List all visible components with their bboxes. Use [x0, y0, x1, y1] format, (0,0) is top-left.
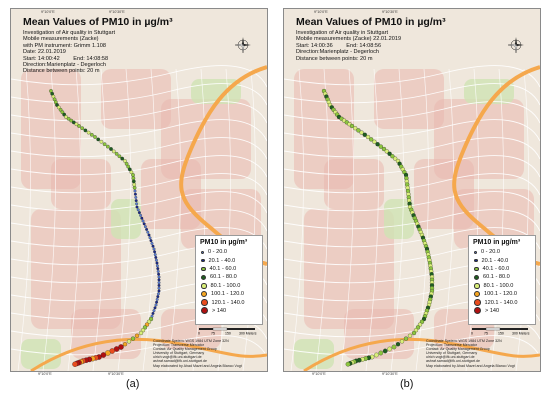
compass-rose-icon	[235, 37, 251, 53]
map-title: Mean Values of PM10 in µg/m³	[23, 16, 173, 28]
meta-line: Date: 22.01.2019	[23, 49, 66, 56]
scale-label: 150	[498, 331, 504, 335]
scale-label: 300 Meters	[239, 331, 257, 335]
scale-bar	[197, 327, 259, 335]
map-metadata	[296, 30, 401, 62]
legend-label: 40.1 - 60.0	[209, 265, 237, 272]
legend-label: 100.1 - 120.0	[484, 291, 517, 298]
legend-item	[469, 248, 535, 256]
legend-label: 0 - 20.0	[208, 249, 227, 256]
legend-swatch	[201, 251, 204, 254]
meta-line: Mobile measurements (Zacke) 22.01.2019	[296, 36, 402, 43]
meta-line: with PM instrument: Grimm 1.108	[23, 42, 106, 49]
scale-label: 150	[225, 331, 231, 335]
legend-item	[196, 273, 262, 281]
legend-item	[469, 282, 535, 290]
legend-item	[196, 256, 262, 264]
map-panel-a	[10, 8, 268, 372]
legend-swatch	[474, 275, 479, 280]
meta-line: Mobile measurements (Zacke)	[23, 36, 99, 43]
grid-label-top-left: 9°10'0"E	[41, 10, 55, 14]
credit-line: Contact: Air Quality Management Group	[153, 347, 217, 352]
credit-line: Map elaborated by Ahad Mazel and Angela Blanco Vogt	[426, 363, 515, 368]
legend-swatch	[201, 307, 208, 314]
map-metadata	[23, 30, 115, 75]
credit-line: Map elaborated by Ahad Mazel and Angela Blanco Vogt	[153, 363, 242, 368]
legend-label: 20.1 - 40.0	[208, 257, 236, 264]
scale-label: 75	[211, 331, 215, 335]
legend-title: PM10 in µg/m³	[473, 239, 521, 246]
end-time: End: 14:08:56	[346, 42, 382, 49]
map-panel-b	[283, 8, 541, 372]
map-title: Mean Values of PM10 in µg/m³	[296, 16, 446, 28]
credit-line: ulrich.vogt@ifk.uni-stuttgart.de	[426, 355, 475, 360]
point-distance: Distance between points: 20 m	[296, 55, 373, 62]
credit-line: ashraf.samad@ifk.uni-stuttgart.de	[426, 359, 480, 364]
legend-label: 100.1 - 120.0	[211, 291, 244, 298]
scale-label: 300 Meters	[512, 331, 530, 335]
legend-label: 40.1 - 60.0	[482, 265, 510, 272]
direction: Direction:Marienplatz - Degerloch	[296, 49, 380, 56]
credit-line: Projection: Transverse Mercator	[426, 343, 477, 348]
legend-label: 60.1 - 80.0	[483, 274, 510, 281]
legend-title: PM10 in µg/m³	[200, 239, 248, 246]
grid-label-top-left: 9°10'0"E	[314, 10, 328, 14]
legend-item	[196, 290, 262, 298]
grid-label-bottom-left: 9°10'0"E	[38, 372, 52, 376]
map-credits	[153, 339, 265, 368]
legend-swatch	[201, 275, 206, 280]
legend-item	[196, 282, 262, 290]
grid-label-bottom-left: 9°10'0"E	[312, 372, 326, 376]
credit-line: ashraf.samad@ifk.uni-stuttgart.de	[153, 359, 207, 364]
grid-label-bottom-right: 9°10'30"E	[382, 372, 398, 376]
scale-label: 0	[471, 331, 473, 335]
legend-item	[196, 298, 262, 306]
legend-label: 80.1 - 100.0	[483, 282, 514, 289]
legend-swatch	[474, 283, 480, 289]
legend-rows	[196, 248, 262, 315]
grid-label-top-right: 9°10'30"E	[382, 10, 398, 14]
credit-line: Contact: Air Quality Management Group	[426, 347, 490, 352]
legend-label: 80.1 - 100.0	[210, 282, 241, 289]
legend-label: 120.1 - 140.0	[211, 299, 245, 306]
legend-item	[469, 307, 535, 315]
caption-b: (b)	[400, 378, 414, 390]
legend-swatch	[474, 299, 481, 306]
legend-item	[469, 273, 535, 281]
legend-rows	[469, 248, 535, 315]
credit-line: University of Stuttgart, Germany	[426, 351, 478, 356]
legend-swatch	[474, 251, 477, 254]
legend-label: 120.1 - 140.0	[484, 299, 518, 306]
legend-swatch	[201, 259, 205, 263]
credit-line: University of Stuttgart, Germany	[153, 351, 205, 356]
legend-item	[469, 298, 535, 306]
legend-item	[196, 307, 262, 315]
meta-line: Investigation of Air quality in Stuttgart	[296, 30, 389, 36]
legend-item	[469, 256, 535, 264]
legend-label: 0 - 20.0	[481, 249, 500, 256]
grid-label-top-right: 9°10'30"E	[109, 10, 125, 14]
legend-swatch	[474, 267, 479, 272]
meta-line: Investigation of Air quality in Stuttgart	[23, 30, 116, 36]
legend-item	[469, 265, 535, 273]
point-distance: Distance between points: 20 m	[23, 68, 100, 75]
grid-label-bottom-right: 9°10'30"E	[108, 372, 124, 376]
end-time: End: 14:08:58	[73, 55, 109, 62]
legend-swatch	[201, 283, 207, 289]
start-time: Start: 14:00:42	[23, 55, 60, 62]
legend-swatch	[474, 259, 478, 263]
legend-item	[469, 290, 535, 298]
scale-label: 0	[198, 331, 200, 335]
legend-swatch	[474, 291, 480, 297]
pm10-legend	[468, 235, 536, 325]
legend-label: 60.1 - 80.0	[210, 274, 237, 281]
legend-swatch	[474, 307, 481, 314]
scale-bar	[470, 327, 532, 335]
legend-label: > 140	[212, 307, 227, 314]
legend-label: > 140	[485, 307, 500, 314]
legend-swatch	[201, 291, 207, 297]
map-credits	[426, 339, 538, 368]
compass-rose-icon	[508, 37, 524, 53]
credit-line: Projection: Transverse Mercator	[153, 343, 204, 348]
legend-item	[196, 248, 262, 256]
legend-item	[196, 265, 262, 273]
pm10-legend	[195, 235, 263, 325]
credit-line: Coordinate System: WGS 1984 UTM Zone 32N	[426, 339, 502, 343]
direction: Direction:Marienplatz - Degerloch	[23, 62, 107, 69]
legend-swatch	[201, 267, 206, 272]
scale-label: 75	[484, 331, 488, 335]
legend-swatch	[201, 299, 208, 306]
start-time: Start: 14:00:36	[296, 42, 333, 49]
credit-line: ulrich.vogt@ifk.uni-stuttgart.de	[153, 355, 202, 360]
credit-line: Coordinate System: WGS 1984 UTM Zone 32N	[153, 339, 229, 343]
legend-label: 20.1 - 40.0	[481, 257, 509, 264]
caption-a: (a)	[126, 378, 140, 390]
